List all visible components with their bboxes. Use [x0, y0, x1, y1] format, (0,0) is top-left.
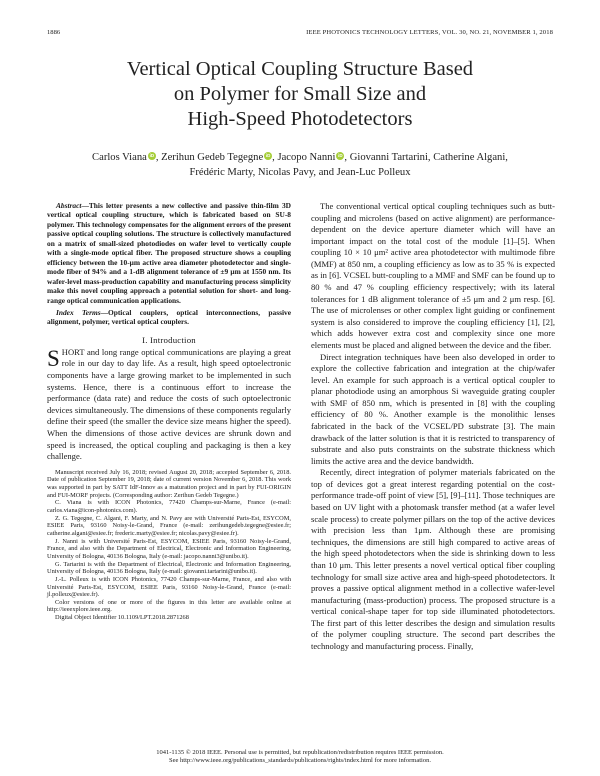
- drop-cap: S: [47, 345, 60, 371]
- section-heading: I. Introduction: [142, 334, 196, 345]
- author-list: [60, 151, 540, 180]
- rights-link-line: See http://www.ieee.org/publications_standards/publications/rights/index.html for more information.: [169, 757, 431, 765]
- body-paragraph: The conventional vertical optical coupling techniques such as butt-coupling and microlens (based on active alignment) are performance-dependent on the device aperture diameter which will have an important impact on the total cost of the module [1]–[5]. When coupling 10 × 10 μm² active area photodetector with multimode fibre (MMF) at 850 nm, a coupling efficiency as low as to 35 % is expected as in [6]. VCSEL butt-coupling to a MMF and SMF can be found up to 80 % and 47 % coupling efficiency respectively; with its lateral tolerances for 1 dB alignment tolerance of ±5 μm and 2 μm resp. [6]. The use of microlenses or other complex light guiding or confinement system is also considered to improve the coupling efficiency [1], [2], which adds however extra cost and complexity since one more elements must be placed and aligned between the device and the fiber.: [311, 201, 555, 350]
- abstract: [47, 201, 291, 305]
- body-paragraph: Recently, direct integration of polymer materials fabricated on the top of devices got a great interest regarding potential on the cost-performance trade-off point of view [5], [9]–[11]. Those techniques are based on UV light with a photomask transfer method (at a wafer level scale process) to create polymer pillars on the top of the active devices with precision less than 1μm. Although these are promising techniques, the dimensions are still high compared to active areas of the high speed photodetectors when the side is shrinking down to less than 10 μm. This letter presents a novel vertical optical fiber coupling technology for small size active area and high-speed photodetectors. It proves a passive optical alignment method in a collective wafer-level manufacturing (mass-production) process. The proposed structure is a vertical conical-shape taper for top side illuminated photodetectors. The first part of this letter describes the design and simulation results of the polymer coupling structure. The second part describes the technology and manufacturing process. Finally,: [311, 467, 555, 651]
- title-line-2: on Polymer for Small Size and: [173, 83, 427, 105]
- orcid-icon[interactable]: [264, 152, 272, 160]
- abstract-label: Abstract: [56, 201, 82, 210]
- footnote-affiliation: C. Viana is with ICON Photonics, 77420 Champs-sur-Marne, France (e-mail: carlos.viana@icon-photonics.com).: [47, 499, 291, 514]
- copyright-line: 1041-1135 © 2018 IEEE. Personal use is permitted, but republication/redistribution requires IEEE permission.: [156, 749, 444, 756]
- footnotes: [47, 469, 291, 622]
- journal-header: IEEE PHOTONICS TECHNOLOGY LETTERS, VOL. 30, NO. 21, NOVEMBER 1, 2018: [306, 29, 553, 36]
- index-terms-text: —Optical couplers, optical interconnections, passive alignment, polymer, vertical optical couplers.: [47, 307, 291, 327]
- paper-title: [60, 57, 540, 132]
- title-line-3: High-Speed Photodetectors: [187, 108, 413, 130]
- footnote-manuscript: Manuscript received July 16, 2018; revised August 20, 2018; accepted September 6, 2018. Date of publication September 19, 2018; date of current version November 6, 2018. This work was supported in part by SATT IdF-Innov as a maturation project and in part by FUI-ORIGIN and FUI-MORF projects. (Corresponding author: Zerihun Gedeb Tegegne.): [47, 468, 291, 499]
- title-line-1: Vertical Optical Coupling Structure Based: [126, 58, 474, 80]
- page-number: 1886: [47, 29, 61, 36]
- author-line-2: Frédéric Marty, Nicolas Pavy, and Jean-Luc Polleux: [189, 166, 411, 178]
- index-terms-label: Index Terms: [56, 307, 101, 317]
- left-column: [47, 201, 291, 622]
- author-name: Carlos Viana: [92, 152, 147, 163]
- footnote-doi: Digital Object Identifier 10.1109/LPT.2018.2871268: [55, 614, 189, 622]
- body-paragraph: Direct integration techniques have been also developed in order to explore the collective fabrication and integration at the chip/wafer level. An example for such approach is a vertical optical coupler to planar photodiode using an amorphous Si waveguide grating coupler with SMF of 850 nm, which is presented in [8] with the coupling efficiency of 80 %. Another example is the monolithic lenses fabricated in the back of the VCSEL/PD substrate [3]. The main drawback of the latter solution is that it is restricted to transparency of substrate and also puts constraints on the substrate thickness which limits the active area and the device bandwidth.: [311, 351, 555, 466]
- intro-paragraph: [47, 347, 291, 463]
- running-header: [47, 29, 553, 39]
- author-line-1: [60, 151, 540, 166]
- copyright-footer: [60, 749, 540, 765]
- footnote-affiliation: Z. G. Tegegne, C. Algani, F. Marty, and N. Pavy are with Université Paris-Est, ESYCOM, ESIEE Paris, 93160 Noisy-le-Grand, France (e-mail: zerihungedeb.tegegne@esiee.fr; catherine.algani@esiee.fr; frederic.marty@esiee.fr; nicolas.pavy@esiee.fr).: [47, 514, 291, 537]
- orcid-icon[interactable]: [336, 152, 344, 160]
- intro-text: HORT and long range optical communications are playing a great role in our day to day life. As a result, high speed optoelectronic components have a large growing market to be implemented in such systems. Hence, there is a continuous effort to increase the performance (data rate) and reduce the costs of such optoelectronic devices simultaneously. The dimensions of these components regularly define their speed (the smaller the device size means higher the speed). When the dimensions of those active devices are shrunk down and speed is increased, the optical coupling and packaging is then a key challenge.: [47, 346, 291, 462]
- footnote-affiliation: G. Tartarini is with the Department of Electrical, Electronic and Information Engineering, University of Bologna, 40136 Bologna, Italy (e-mail: giovanni.tartarini@unibo.it).: [47, 560, 291, 576]
- author-name: , Giovanni Tartarini, Catherine Algani,: [344, 152, 508, 163]
- author-name: , Jacopo Nanni: [272, 152, 336, 163]
- right-column: [311, 201, 555, 653]
- footnote-affiliation: J. Nanni is with Université Paris-Est, ESYCOM, ESIEE Paris, 93160 Noisy-le-Grand, France, and also with the Department of Electrical, Electronic and Information Engineering, University of Bologna, 40136 Bologna, Italy (e-mail: jacopo.nanni3@unibo.it).: [47, 537, 291, 560]
- abstract-text: —This letter presents a new collective and passive thin-film 3D vertical optical coupling structure, which is fabricated based on SU-8 polymer. This technology compensates for the alignment errors of the present passive optical coupling solutions. The structure is collectively manufactured on a matrix of small-sized photodiodes on wafer level to vertically couple with a single-mode optical fiber. The proposed structure shows a coupling efficiency between the 10-μm active area diameter photodetector and single-mode fiber of 94% and a 1-dB alignment tolerance of ±9 μm at 1550 nm. Its wafer-level mass-production capability and manufacturing process simplicity make this novel coupling approach a potential solution for short- and long-range optical communication applications.: [47, 201, 291, 305]
- footnote-color: Color versions of one or more of the figures in this letter are available online at http://ieeexplore.ieee.org.: [47, 598, 291, 614]
- orcid-icon[interactable]: [148, 152, 156, 160]
- author-name: , Zerihun Gedeb Tegegne: [155, 152, 264, 163]
- index-terms: [47, 308, 291, 327]
- footnote-affiliation: J.-L. Polleux is with ICON Photonics, 77420 Champs-sur-Marne, France, and also with Université Paris-Est, ESYCOM, ESIEE Paris, 93160 Noisy-le-Grand, France (e-mail: jl.polleux@esiee.fr).: [47, 575, 291, 599]
